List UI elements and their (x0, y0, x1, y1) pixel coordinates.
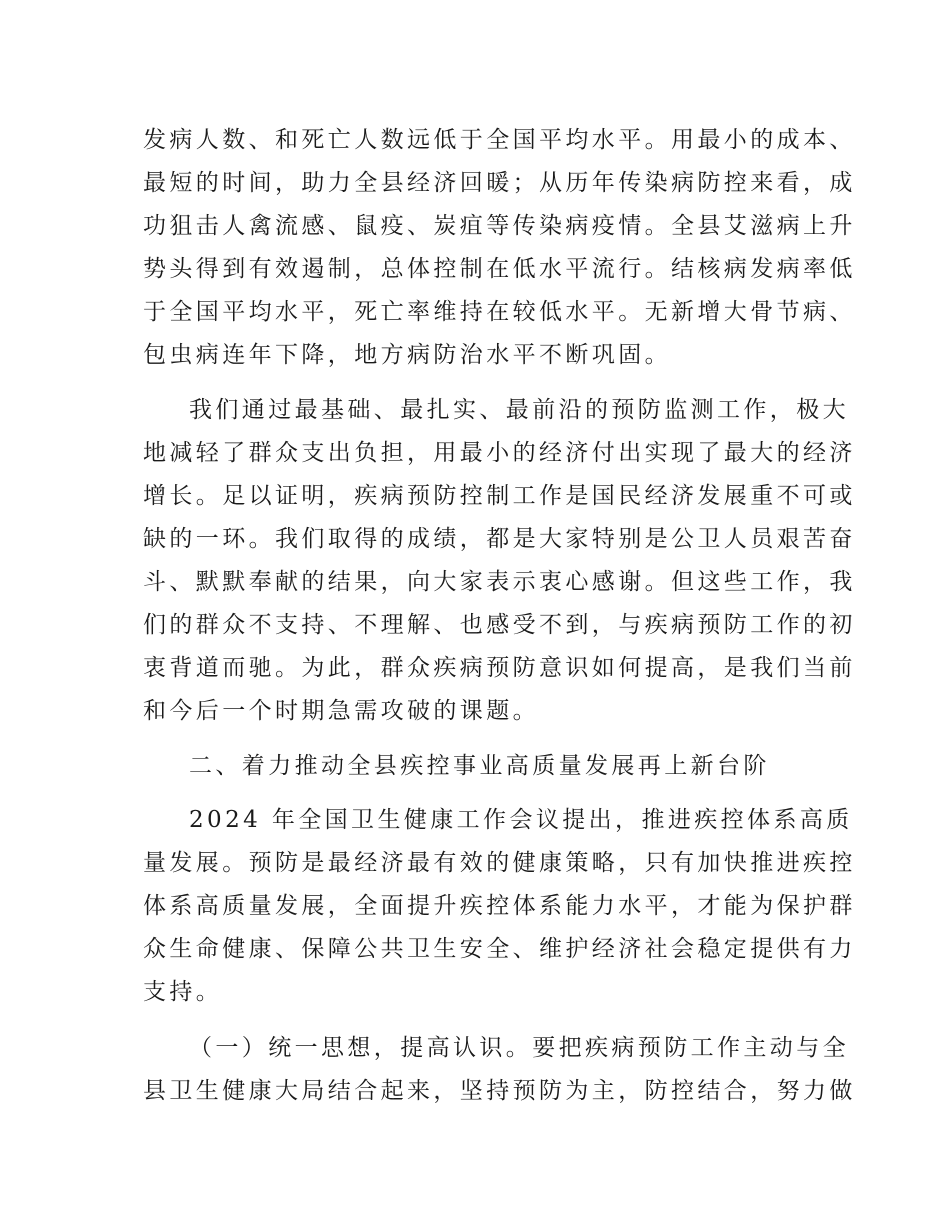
paragraph-4-line-2: 县卫生健康大局结合起来，坚持预防为主，防控结合，努力做 (143, 1078, 856, 1104)
paragraph-2-line-8: 和今后一个时期急需攻破的课题。 (143, 698, 539, 724)
paragraph-1-line-2: 最短的时间，助力全县经济回暖；从历年传染病防控来看，成 (143, 170, 856, 196)
paragraph-3-line-1: 2024 年全国卫生健康工作会议提出，推进疾控体系高质 (189, 807, 853, 833)
paragraph-1-line-6: 包虫病连年下降，地方病防治水平不断巩固。 (143, 342, 671, 368)
paragraph-1-line-1: 发病人数、和死亡人数远低于全国平均水平。用最小的成本、 (143, 127, 856, 153)
paragraph-2-line-5: 斗、默默奉献的结果，向大家表示衷心感谢。但这些工作，我 (143, 569, 856, 595)
paragraph-1-line-5: 于全国平均水平，死亡率维持在较低水平。无新增大骨节病、 (143, 299, 856, 325)
paragraph-2-line-4: 缺的一环。我们取得的成绩，都是大家特别是公卫人员艰苦奋 (143, 526, 856, 552)
paragraph-1-line-3: 功狙击人禽流感、鼠疫、炭疽等传染病疫情。全县艾滋病上升 (143, 213, 856, 239)
section-heading: 二、着力推动全县疾控事业高质量发展再上新台阶 (189, 753, 770, 779)
paragraph-3-line-3: 体系高质量发展，全面提升疾控体系能力水平，才能为保护群 (143, 893, 856, 919)
paragraph-3-line-5: 支持。 (143, 979, 223, 1005)
paragraph-2-line-7: 衷背道而驰。为此，群众疾病预防意识如何提高，是我们当前 (143, 655, 856, 681)
paragraph-3-line-2: 量发展。预防是最经济最有效的健康策略，只有加快推进疾控 (143, 850, 856, 876)
paragraph-4-line-1: （一）统一思想，提高认识。要把疾病预防工作主动与全 (189, 1035, 849, 1061)
paragraph-2-line-6: 们的群众不支持、不理解、也感受不到，与疾病预防工作的初 (143, 612, 856, 638)
paragraph-1-line-4: 势头得到有效遏制，总体控制在低水平流行。结核病发病率低 (143, 256, 856, 282)
paragraph-2-line-3: 增长。足以证明，疾病预防控制工作是国民经济发展重不可或 (143, 483, 856, 509)
paragraph-2-line-2: 地减轻了群众支出负担，用最小的经济付出实现了最大的经济 (143, 440, 856, 466)
paragraph-3-line-4: 众生命健康、保障公共卫生安全、维护经济社会稳定提供有力 (143, 936, 856, 962)
paragraph-2-line-1: 我们通过最基础、最扎实、最前沿的预防监测工作，极大 (189, 397, 849, 423)
